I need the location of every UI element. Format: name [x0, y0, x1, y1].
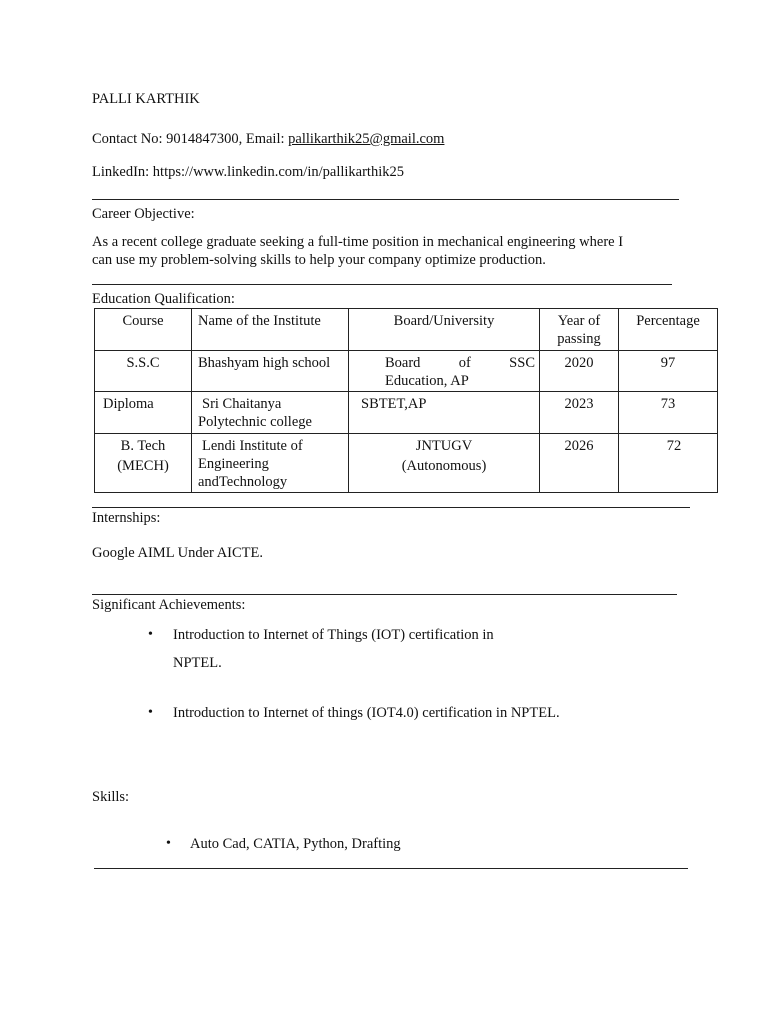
achievement-item-line-2: NPTEL. — [173, 655, 222, 671]
cell-course-line-1: B. Tech — [120, 438, 166, 454]
linkedin-line: LinkedIn: https://www.linkedin.com/in/pallikarthik25 — [92, 164, 404, 180]
education-table — [94, 308, 718, 493]
header-year — [540, 309, 619, 351]
header-percentage: Percentage — [619, 309, 718, 351]
cell-board: SBTET,AP — [349, 392, 540, 434]
achievement-item-line-1: Introduction to Internet of things (IOT4.0) certification in NPTEL. — [173, 705, 560, 721]
cell-year: 2026 — [540, 434, 619, 493]
candidate-name: PALLI KARTHIK — [92, 91, 200, 107]
contact-line — [92, 131, 444, 148]
table-row — [95, 434, 718, 493]
divider-education — [92, 507, 690, 508]
cell-percentage: 72 — [619, 434, 718, 493]
divider-header — [92, 199, 679, 200]
cell-year: 2020 — [540, 351, 619, 392]
cell-institute — [192, 434, 349, 493]
cell-board-line-2: (Autonomous) — [401, 458, 487, 474]
contact-text: Contact No: 9014847300, Email: — [92, 131, 289, 147]
cell-year: 2023 — [540, 392, 619, 434]
header-board: Board/University — [349, 309, 540, 351]
cell-course-line-2: (MECH) — [117, 458, 169, 474]
header-institute: Name of the Institute — [192, 309, 349, 351]
cell-board-line-2: Education, AP — [385, 373, 469, 389]
divider-career — [92, 284, 672, 285]
header-year-line-1: Year of — [557, 313, 601, 329]
header-year-line-2: passing — [557, 331, 601, 347]
skills-heading: Skills: — [92, 789, 130, 805]
cell-institute-line-3: andTechnology — [198, 474, 288, 490]
skill-item-text: Auto Cad, CATIA, Python, Drafting — [190, 836, 401, 852]
bullet-glyph: • — [166, 836, 171, 851]
cell-percentage: 73 — [619, 392, 718, 434]
email-link[interactable]: pallikarthik25@gmail.com — [288, 131, 445, 147]
cell-board-line-1: JNTUGV — [415, 438, 473, 454]
table-row — [95, 392, 718, 434]
header-course: Course — [95, 309, 192, 351]
divider-skills — [94, 868, 688, 869]
divider-internships — [92, 594, 677, 595]
bullet-glyph: • — [148, 705, 153, 720]
achievements-heading: Significant Achievements: — [92, 597, 246, 613]
career-objective-heading: Career Objective: — [92, 206, 195, 222]
cell-institute — [192, 392, 349, 434]
cell-institute: Bhashyam high school — [192, 351, 349, 392]
cell-board — [349, 434, 540, 493]
cell-board — [349, 351, 540, 392]
cell-institute-line-2: Polytechnic college — [198, 414, 312, 430]
cell-course — [95, 434, 192, 493]
cell-course: Diploma — [95, 392, 192, 434]
achievement-item-line-1: Introduction to Internet of Things (IOT) certification in — [173, 627, 494, 643]
internships-heading: Internships: — [92, 510, 161, 526]
cell-board-line-1: Board of SSC — [385, 355, 535, 371]
cell-institute-line-1: Sri Chaitanya — [202, 396, 282, 412]
career-objective-line-2: can use my problem-solving skills to help your company optimize production. — [92, 252, 546, 268]
career-objective-line-1: As a recent college graduate seeking a full-time position in mechanical engineering where I — [92, 234, 624, 250]
table-row — [95, 351, 718, 392]
table-header-row — [95, 309, 718, 351]
bullet-glyph: • — [148, 627, 153, 642]
cell-course: S.S.C — [95, 351, 192, 392]
cell-institute-line-1: Lendi Institute of — [202, 438, 303, 454]
internships-text: Google AIML Under AICTE. — [92, 545, 264, 561]
education-heading: Education Qualification: — [92, 291, 235, 307]
cell-institute-line-2: Engineering — [198, 456, 269, 472]
cell-percentage: 97 — [619, 351, 718, 392]
